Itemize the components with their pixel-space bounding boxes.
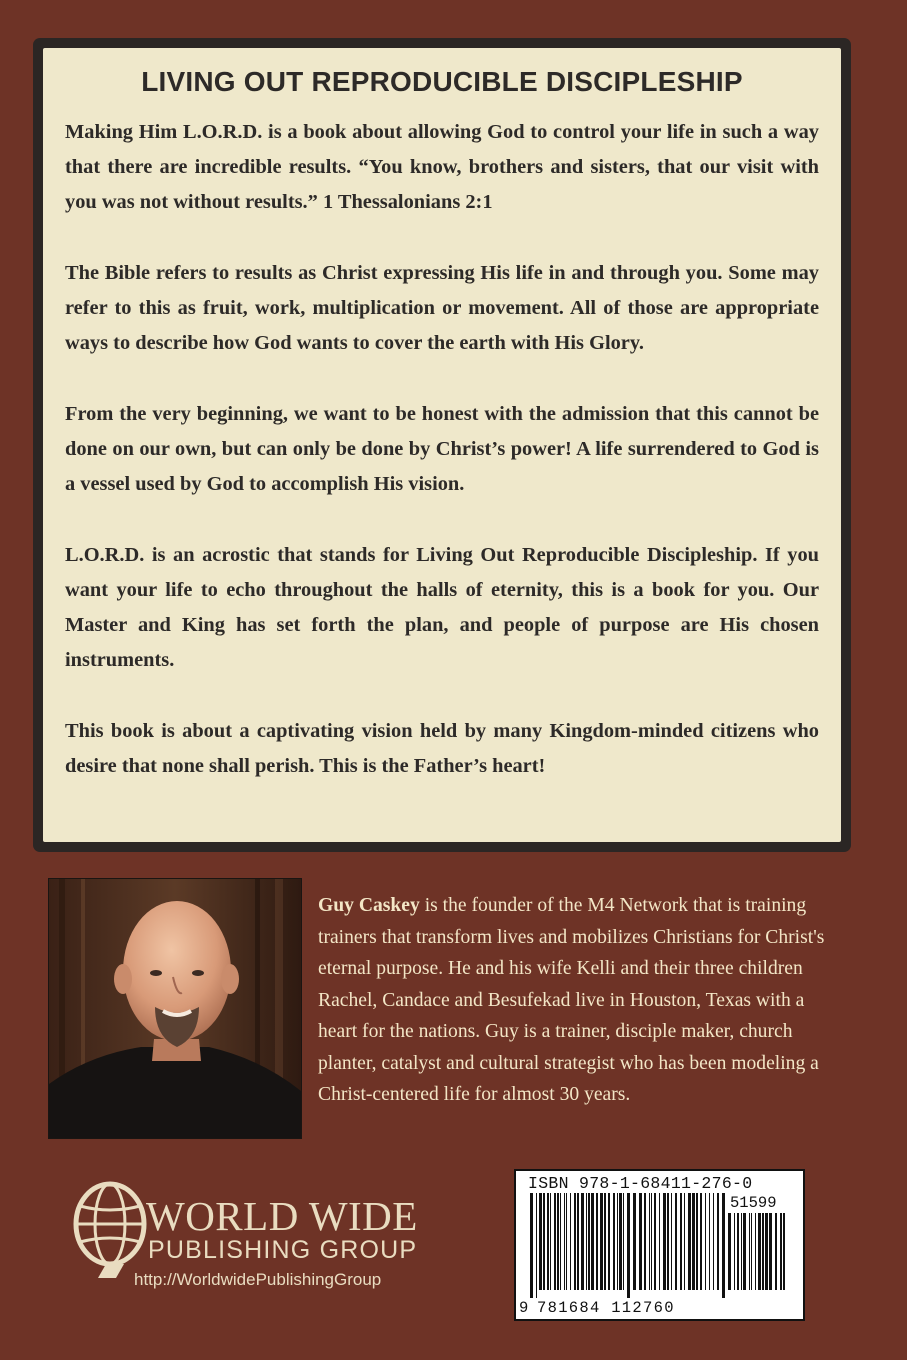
barcode-bar [700,1193,702,1290]
isbn-barcode [514,1169,805,1321]
barcode-first-digit: 9 [519,1299,529,1317]
barcode-bar [749,1213,750,1290]
barcode-bar [627,1193,630,1298]
barcode-bar [775,1213,777,1290]
barcode-bar [743,1213,746,1290]
barcode-bar [663,1193,666,1290]
barcode-bar [539,1193,542,1290]
barcode-bar [639,1193,642,1290]
paragraph-2: The Bible refers to results as Christ expressing His life in and through you. Some may refer to this as fruit, work, multiplication or movement. All of those are appropriate ways to describe how God wants to cover the earth with His Glory. [65,262,819,354]
barcode-bar [741,1213,742,1290]
barcode-bar [762,1213,764,1290]
barcode-bar [554,1193,556,1290]
paragraph-4: L.O.R.D. is an acrostic that stands for Living Out Reproducible Discipleship. If you want your life to echo throughout the halls of eternity, this is a book for you. Our Master and King has set forth the plan, and people of purpose are His chosen instruments. [65,544,819,671]
barcode-bar [783,1213,785,1290]
barcode-bar [633,1193,636,1290]
description-panel [33,38,851,852]
barcode-bar [608,1193,610,1290]
barcode-bar [688,1193,691,1290]
barcode-bar [581,1193,584,1290]
barcode-bar [765,1213,768,1290]
barcode-bar [619,1193,622,1290]
barcode-bar [734,1213,735,1290]
barcode-bar [717,1193,719,1290]
barcode-bar [617,1193,618,1290]
barcode-bar [530,1193,533,1298]
publisher-url: http://WorldwidePublishingGroup [134,1270,382,1289]
author-bio-text: is the founder of the M4 Network that is training trainers that transform lives and mobilizes Christians for Christ's eternal purpose. He and his wife Kelli and their three children Rachel, Candace and Besufekad live in Houston, Texas with a heart for the nations. Guy is a trainer, disciple maker, church planter, catalyst and cultural strategist who has been modeling a Christ-centered life for almost 30 years. [318,895,825,1105]
author-photo [48,878,302,1139]
barcode-bar [550,1193,551,1290]
barcode-bar [566,1193,567,1290]
barcode-bar [596,1193,598,1290]
barcode-bar [536,1193,537,1298]
barcode-bar [604,1193,606,1290]
barcode-bar [737,1213,739,1290]
barcode-bar [769,1213,772,1290]
barcode-bar [667,1193,669,1290]
barcode-bar [758,1213,761,1290]
barcode-bar [755,1213,756,1290]
barcode-bar [659,1193,660,1290]
barcode-bar [570,1193,571,1290]
barcode-bar [728,1213,731,1290]
barcode-bar [671,1193,672,1290]
paragraph-3: From the very beginning, we want to be honest with the admission that this cannot be done on our own, but can only be done by Christ’s power! A life surrendered to God is a vessel used by God to accomplish His vision. [65,403,819,495]
barcode-bar [751,1213,752,1290]
barcode-bar [564,1193,565,1290]
barcode-bars [530,1193,730,1298]
publisher-name-line1: WORLD WIDE [146,1193,418,1239]
paragraph-5: This book is about a captivating vision held by many Kingdom-minded citizens who desire that none shall perish. This is the Father’s heart! [65,720,819,777]
barcode-bar [680,1193,682,1290]
barcode-bar [713,1193,714,1290]
barcode-bar [613,1193,615,1290]
isbn-label: ISBN 978-1-68411-276-0 [528,1174,753,1193]
barcode-bar [574,1193,576,1290]
barcode-bar [644,1193,646,1290]
author-name: Guy Caskey [318,895,420,916]
barcode-bar [675,1193,677,1290]
addon-barcode-bars [728,1213,790,1298]
publisher-name-line2: PUBLISHING GROUP [148,1236,418,1264]
author-bio [318,890,843,1111]
price-addon-code: 51599 [730,1194,777,1212]
publisher-logo [68,1178,468,1308]
barcode-bar [588,1193,590,1290]
barcode-bar [543,1193,545,1290]
barcode-bar [654,1193,656,1290]
barcode-bar [651,1193,652,1290]
barcode-bar [586,1193,587,1290]
barcode-main-digits: 781684 112760 [537,1299,675,1317]
barcode-bar [591,1193,594,1290]
barcode-bar [709,1193,710,1290]
barcode-bar [684,1193,685,1290]
barcode-bar [696,1193,698,1290]
barcode-bar [560,1193,561,1290]
back-cover-title: LIVING OUT REPRODUCIBLE DISCIPLESHIP [141,66,743,97]
barcode-bar [547,1193,549,1290]
barcode-bar [780,1213,782,1290]
barcode-bar [600,1193,603,1290]
barcode-bar [557,1193,559,1290]
barcode-bar [722,1193,725,1298]
description-panel-inner [43,48,841,842]
barcode-bar [692,1193,695,1290]
barcode-bar [623,1193,624,1290]
barcode-bar [577,1193,579,1290]
paragraph-1: Making Him L.O.R.D. is a book about allowing God to control your life in such a way that there are incredible results. “You know, brothers and sisters, that our visit with you was not without results.” 1 Thessalonians 2:1 [65,121,819,213]
barcode-bar [705,1193,706,1290]
barcode-bar [649,1193,650,1290]
